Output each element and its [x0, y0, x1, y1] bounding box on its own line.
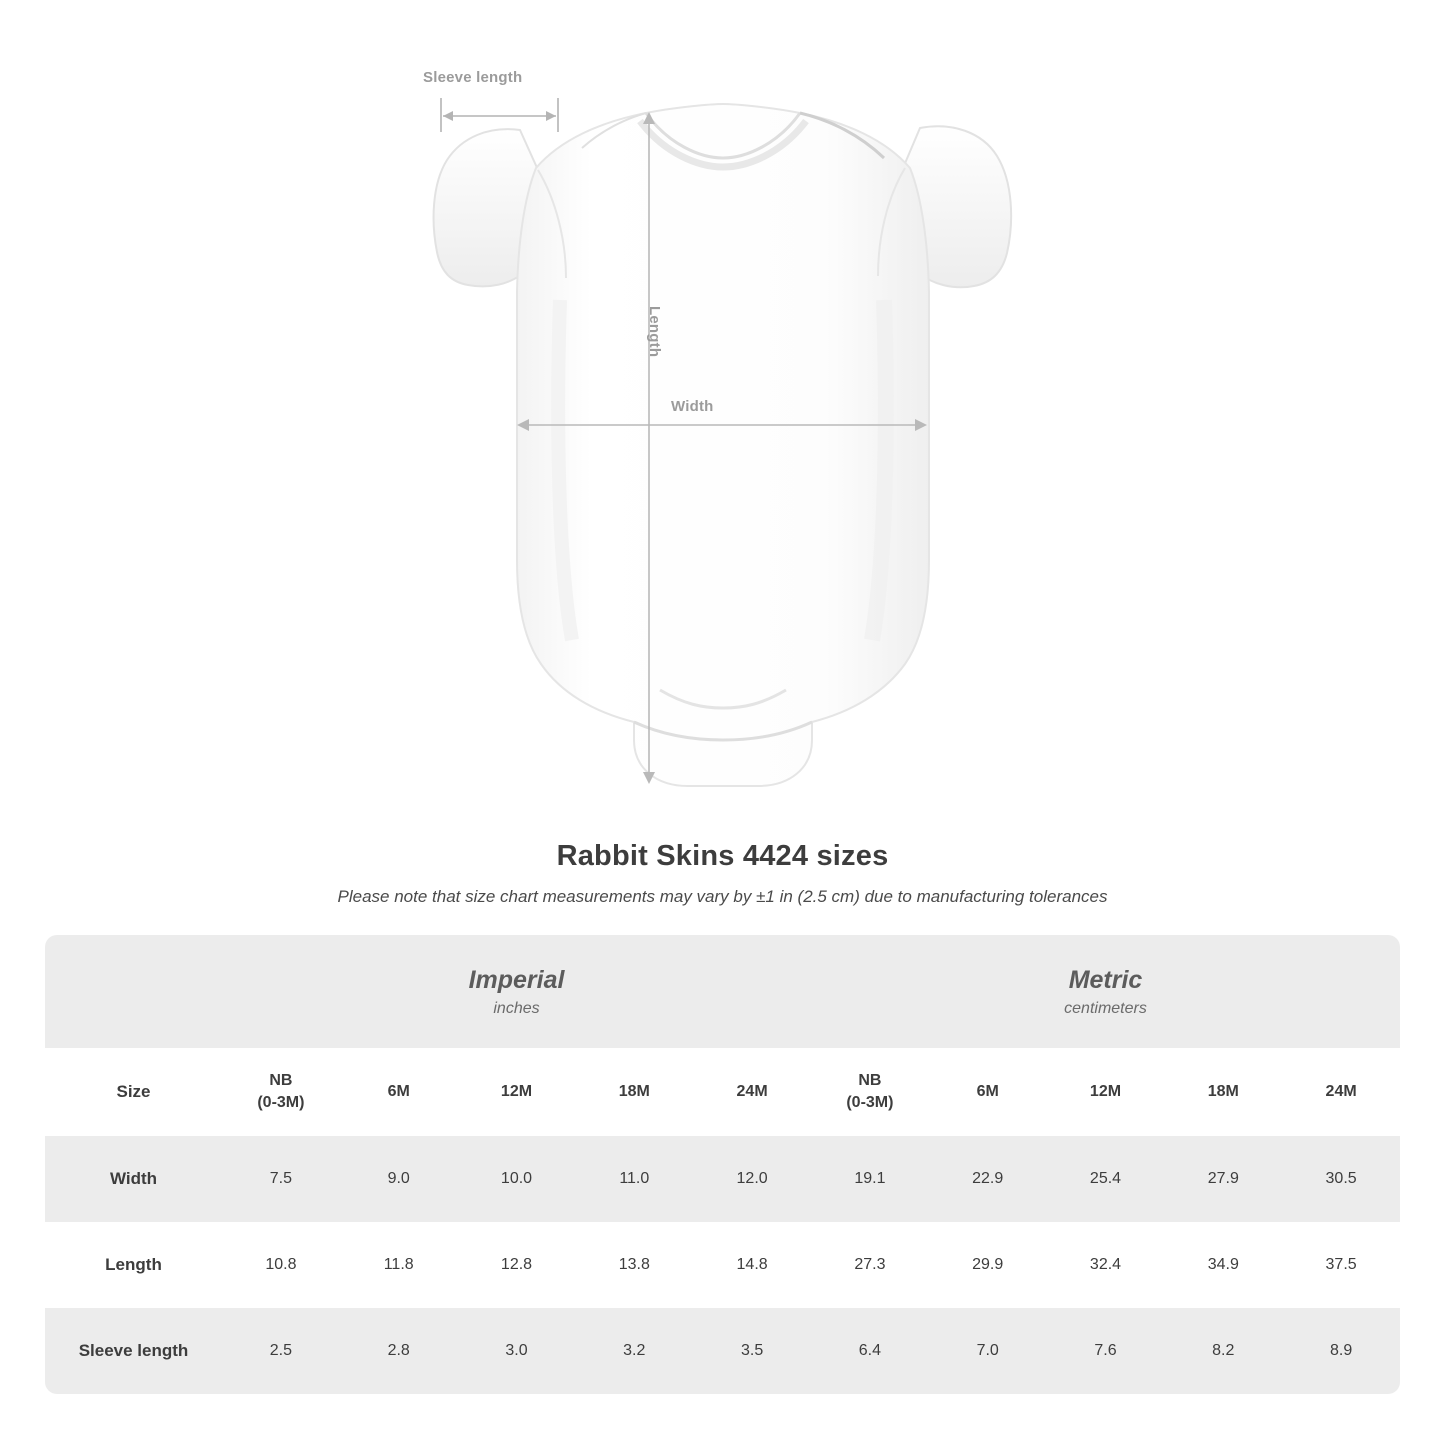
cell-length-24m-cm: 37.5	[1282, 1222, 1400, 1308]
cell-length-12m-cm: 32.4	[1047, 1222, 1165, 1308]
column-header-24m-cm: 24M	[1282, 1048, 1400, 1136]
column-header-6m-cm: 6M	[929, 1048, 1047, 1136]
cell-sleeve-12m-cm: 7.6	[1047, 1308, 1165, 1394]
cell-sleeve-24m-cm: 8.9	[1282, 1308, 1400, 1394]
row-label-length: Length	[45, 1222, 222, 1308]
size-chart-table-wrapper	[45, 935, 1400, 1394]
column-header-18m-in: 18M	[575, 1048, 693, 1136]
column-header-24m-in: 24M	[693, 1048, 811, 1136]
cell-length-18m-cm: 34.9	[1164, 1222, 1282, 1308]
cell-length-6m-in: 11.8	[340, 1222, 458, 1308]
unit-group-imperial-sub: inches	[493, 1000, 540, 1017]
column-header-sublabel: (0-3M)	[846, 1094, 894, 1111]
annotation-length: Length	[646, 306, 663, 358]
row-label-sleeve-length: Sleeve length	[45, 1308, 222, 1394]
row-header-label: Size	[45, 1048, 222, 1136]
cell-sleeve-6m-in: 2.8	[340, 1308, 458, 1394]
page-title: Rabbit Skins 4424 sizes	[556, 840, 889, 872]
cell-length-12m-in: 12.8	[458, 1222, 576, 1308]
column-header-nb-cm	[811, 1048, 929, 1136]
cell-width-6m-in: 9.0	[340, 1136, 458, 1222]
unit-group-metric	[811, 935, 1400, 1048]
column-header-nb-in	[222, 1048, 340, 1136]
table-row	[45, 1308, 1400, 1394]
cell-width-nb-cm: 19.1	[811, 1136, 929, 1222]
cell-width-12m-in: 10.0	[458, 1136, 576, 1222]
column-header-label: NB	[269, 1072, 293, 1090]
column-header-12m-cm: 12M	[1047, 1048, 1165, 1136]
unit-header-spacer	[45, 935, 222, 1048]
cell-width-12m-cm: 25.4	[1047, 1136, 1165, 1222]
cell-width-6m-cm: 22.9	[929, 1136, 1047, 1222]
column-header-12m-in: 12M	[458, 1048, 576, 1136]
column-header-label: NB	[858, 1072, 882, 1090]
cell-length-18m-in: 13.8	[575, 1222, 693, 1308]
cell-width-18m-in: 11.0	[575, 1136, 693, 1222]
cell-width-24m-in: 12.0	[693, 1136, 811, 1222]
cell-sleeve-6m-cm: 7.0	[929, 1308, 1047, 1394]
size-chart-table	[45, 935, 1400, 1394]
title-block	[0, 840, 1445, 907]
column-header-6m-in: 6M	[340, 1048, 458, 1136]
annotation-sleeve-length: Sleeve length	[423, 69, 523, 86]
cell-sleeve-nb-in: 2.5	[222, 1308, 340, 1394]
cell-width-18m-cm: 27.9	[1164, 1136, 1282, 1222]
unit-header-row	[45, 935, 1400, 1048]
cell-sleeve-24m-in: 3.5	[693, 1308, 811, 1394]
cell-sleeve-18m-cm: 8.2	[1164, 1308, 1282, 1394]
size-header-row	[45, 1048, 1400, 1136]
annotation-width: Width	[671, 398, 714, 415]
unit-group-metric-sub: centimeters	[1064, 1000, 1147, 1017]
cell-length-6m-cm: 29.9	[929, 1222, 1047, 1308]
unit-group-metric-name: Metric	[1068, 966, 1143, 994]
table-row	[45, 1222, 1400, 1308]
table-row	[45, 1136, 1400, 1222]
cell-sleeve-18m-in: 3.2	[575, 1308, 693, 1394]
cell-sleeve-nb-cm: 6.4	[811, 1308, 929, 1394]
unit-group-imperial	[222, 935, 811, 1048]
cell-length-24m-in: 14.8	[693, 1222, 811, 1308]
cell-width-nb-in: 7.5	[222, 1136, 340, 1222]
cell-length-nb-cm: 27.3	[811, 1222, 929, 1308]
cell-sleeve-12m-in: 3.0	[458, 1308, 576, 1394]
column-header-sublabel: (0-3M)	[257, 1094, 305, 1111]
cell-width-24m-cm: 30.5	[1282, 1136, 1400, 1222]
cell-length-nb-in: 10.8	[222, 1222, 340, 1308]
tolerance-note: Please note that size chart measurements may vary by ±1 in (2.5 cm) due to manufacturing tolerances	[337, 887, 1108, 906]
column-header-18m-cm: 18M	[1164, 1048, 1282, 1136]
row-label-width: Width	[45, 1136, 222, 1222]
unit-group-imperial-name: Imperial	[468, 966, 565, 994]
